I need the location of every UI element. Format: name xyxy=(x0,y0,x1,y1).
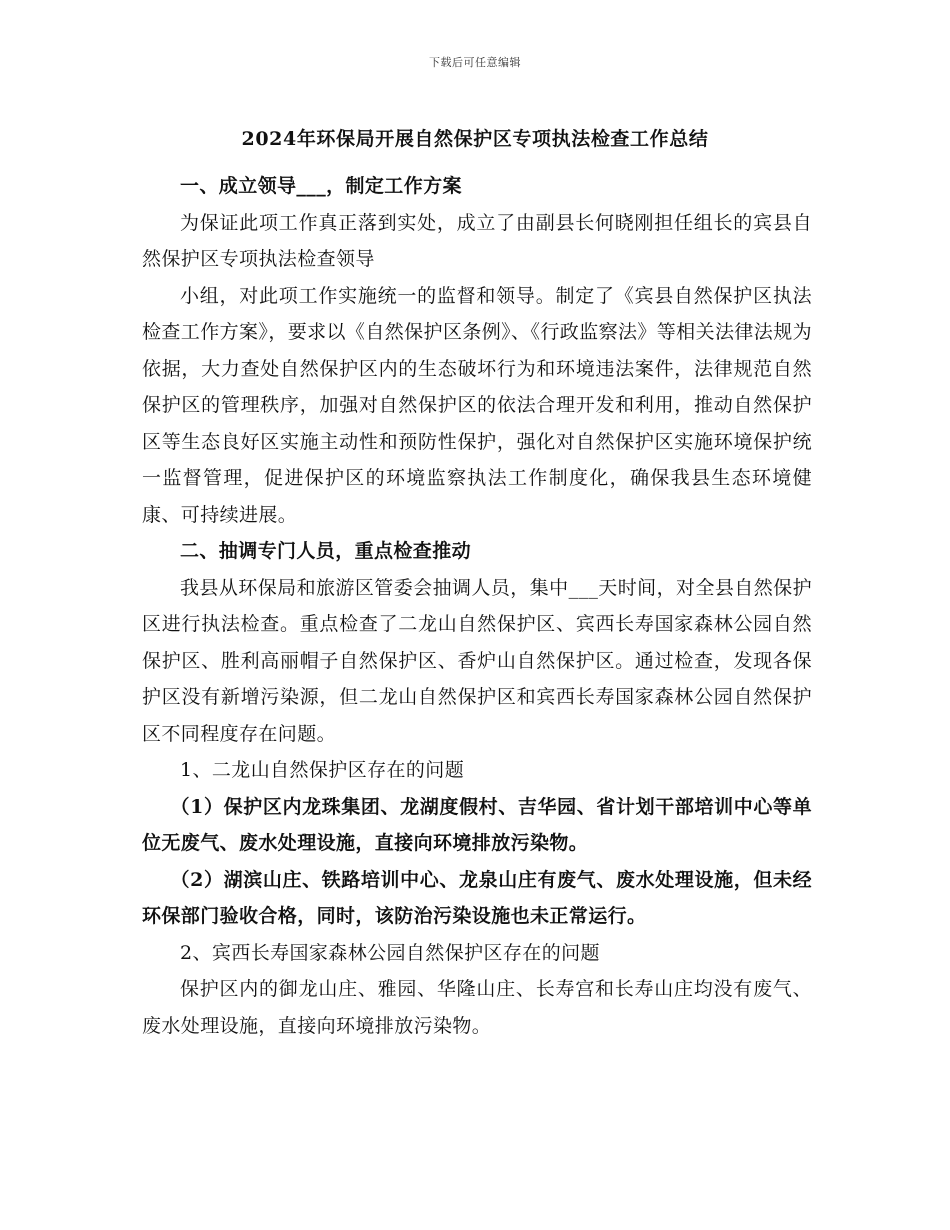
subsection-heading-1: 1、二龙山自然保护区存在的问题 xyxy=(180,759,465,781)
paragraph-3: 我县从环保局和旅游区管委会抽调人员，集中___天时间，对全县自然保护区进行执法检查。重点检查了二龙山自然保护区、宾西长寿国家森林公园自然保护区、胜利高丽帽子自然保护区、香炉山自然保护区。通过检查，发现各保护区没有新增污染源，但二龙山自然保护区和宾西长寿国家森林公园自然保护区不同程度存在问题。 xyxy=(142,576,812,745)
paragraph-4: （1）保护区内龙珠集团、龙湖度假村、吉华园、省计划干部培训中心等单位无废气、废水处理设施，直接向环境排放污染物。 xyxy=(142,795,812,854)
subsection-heading-2: 2、宾西长寿国家森林公园自然保护区存在的问题 xyxy=(180,941,600,964)
section-heading-2: 二、抽调专门人员，重点检查推动 xyxy=(180,540,472,562)
paragraph-5: （2）湖滨山庄、铁路培训中心、龙泉山庄有废气、废水处理设施，但未经环保部门验收合格，同时，该防治污染设施也未正常运行。 xyxy=(142,868,812,927)
header-note: 下载后可任意编辑 xyxy=(429,56,521,69)
paragraph-2: 小组，对此项工作实施统一的监督和领导。制定了《宾县自然保护区执法检查工作方案》，要求以《自然保护区条例》、《行政监察法》等相关法律法规为依据，大力查处自然保护区内的生态破坏行为和环境违法案件，法律规范自然保护区的管理秩序，加强对自然保护区的依法合理开发和利用，推动自然保护区等生态良好区实施主动性和预防性保护，强化对自然保护区实施环境保护统一监督管理，促进保护区的环境监察执法工作制度化，确保我县生态环境健康、可持续进展。 xyxy=(142,284,812,526)
paragraph-6: 保护区内的御龙山庄、雅园、华隆山庄、长寿宫和长寿山庄均没有废气、废水处理设施，直接向环境排放污染物。 xyxy=(142,978,812,1037)
paragraph-1: 为保证此项工作真正落到实处，成立了由副县长何晓刚担任组长的宾县自然保护区专项执法检查领导 xyxy=(142,211,812,270)
document-title: 2024年环保局开展自然保护区专项执法检查工作总结 xyxy=(241,128,709,150)
document-body xyxy=(142,168,812,1044)
section-heading-1: 一、成立领导___，制定工作方案 xyxy=(180,175,462,197)
